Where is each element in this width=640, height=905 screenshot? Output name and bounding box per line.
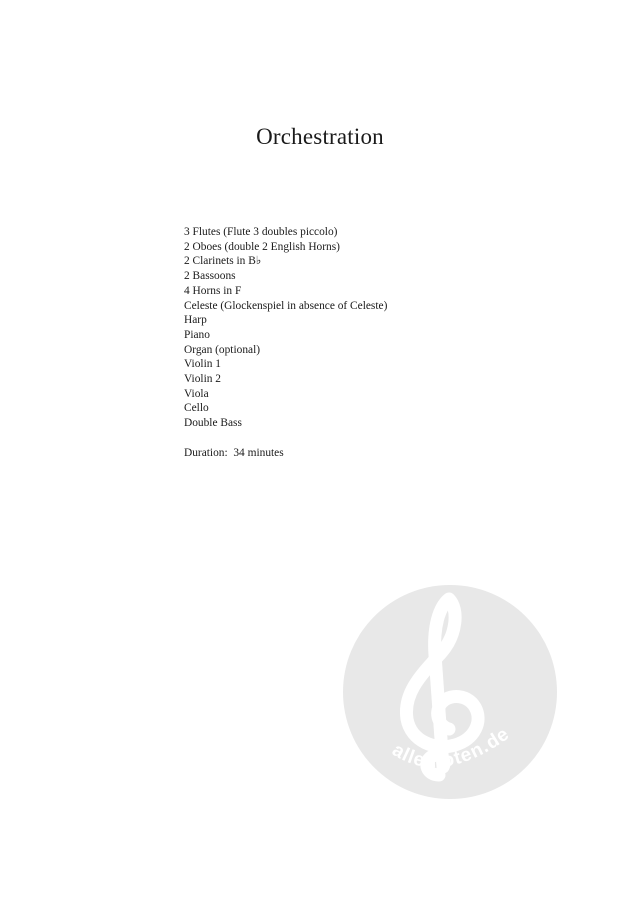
instrument-item: 4 Horns in F bbox=[184, 284, 242, 297]
instrument-item: Violin 1 bbox=[184, 358, 221, 371]
page-title: Orchestration bbox=[256, 124, 384, 149]
instrument-item: 2 Oboes (double 2 English Horns) bbox=[184, 240, 340, 253]
watermark-text: alle-noten.de bbox=[388, 723, 514, 773]
instrument-list bbox=[184, 225, 387, 431]
instrument-item: Viola bbox=[184, 387, 209, 400]
instrument-item: 2 Bassoons bbox=[184, 270, 236, 283]
instrument-item: 3 Flutes (Flute 3 doubles piccolo) bbox=[184, 226, 338, 238]
instrument-item: Cello bbox=[184, 402, 209, 415]
instrument-item: Violin 2 bbox=[184, 373, 221, 386]
instrument-item: 2 Clarinets in B♭ bbox=[184, 255, 262, 268]
instrument-item: Celeste (Glockenspiel in absence of Celeste) bbox=[184, 299, 388, 312]
duration-label: Duration: bbox=[184, 447, 228, 459]
duration-value: 34 minutes bbox=[233, 447, 284, 459]
duration-line bbox=[184, 446, 284, 461]
instrument-item: Organ (optional) bbox=[184, 343, 261, 356]
instrument-item: Harp bbox=[184, 314, 207, 327]
watermark-logo bbox=[343, 585, 557, 799]
instrument-item: Piano bbox=[184, 328, 210, 341]
instrument-item: Double Bass bbox=[184, 417, 242, 430]
